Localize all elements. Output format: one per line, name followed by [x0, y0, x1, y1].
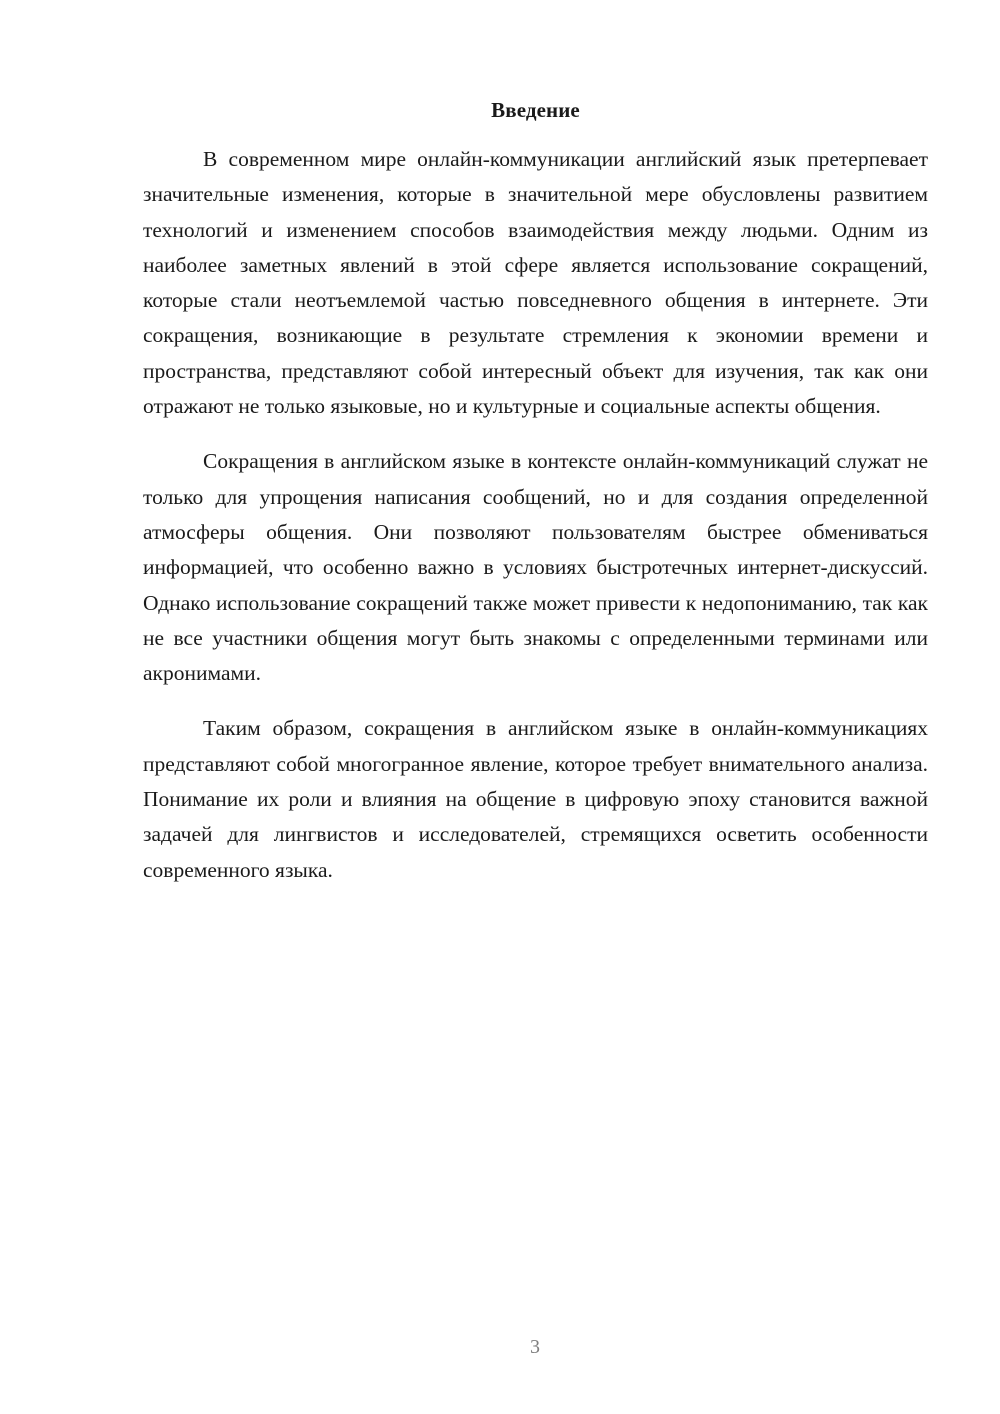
document-body	[143, 92, 928, 908]
paragraph-2: Сокращения в английском языке в контексте онлайн-коммуникаций служат не только для упрощения написания сообщений, но и для создания определенной атмосферы общения. Они позволяют пользователям быстрее обмениваться информацией, что особенно важно в условиях быстротечных интернет-дискуссий. Однако использование сокращений также может привести к недопониманию, так как не все участники общения могут быть знакомы с определенными терминами или акронимами.	[143, 449, 928, 686]
paragraph-3: Таким образом, сокращения в английском языке в онлайн-коммуникациях представляют собой многогранное явление, которое требует внимательного анализа. Понимание их роли и влияния на общение в цифровую эпоху становится важной задачей для лингвистов и исследователей, стремящихся осветить особенности современного языка.	[143, 716, 928, 882]
paragraph-1: В современном мире онлайн-коммуникации английский язык претерпевает значительные изменения, которые в значительной мере обусловлены развитием технологий и изменением способов взаимодействия между людьми. Одним из наиболее заметных явлений в этой сфере является использование сокращений, которые стали неотъемлемой частью повседневного общения в интернете. Эти сокращения, возникающие в результате стремления к экономии времени и пространства, представляют собой интересный объект для изучения, так как они отражают не только языковые, но и культурные и социальные аспекты общения.	[143, 147, 928, 419]
page-number: 3	[530, 1336, 540, 1358]
section-title: Введение	[491, 98, 580, 122]
